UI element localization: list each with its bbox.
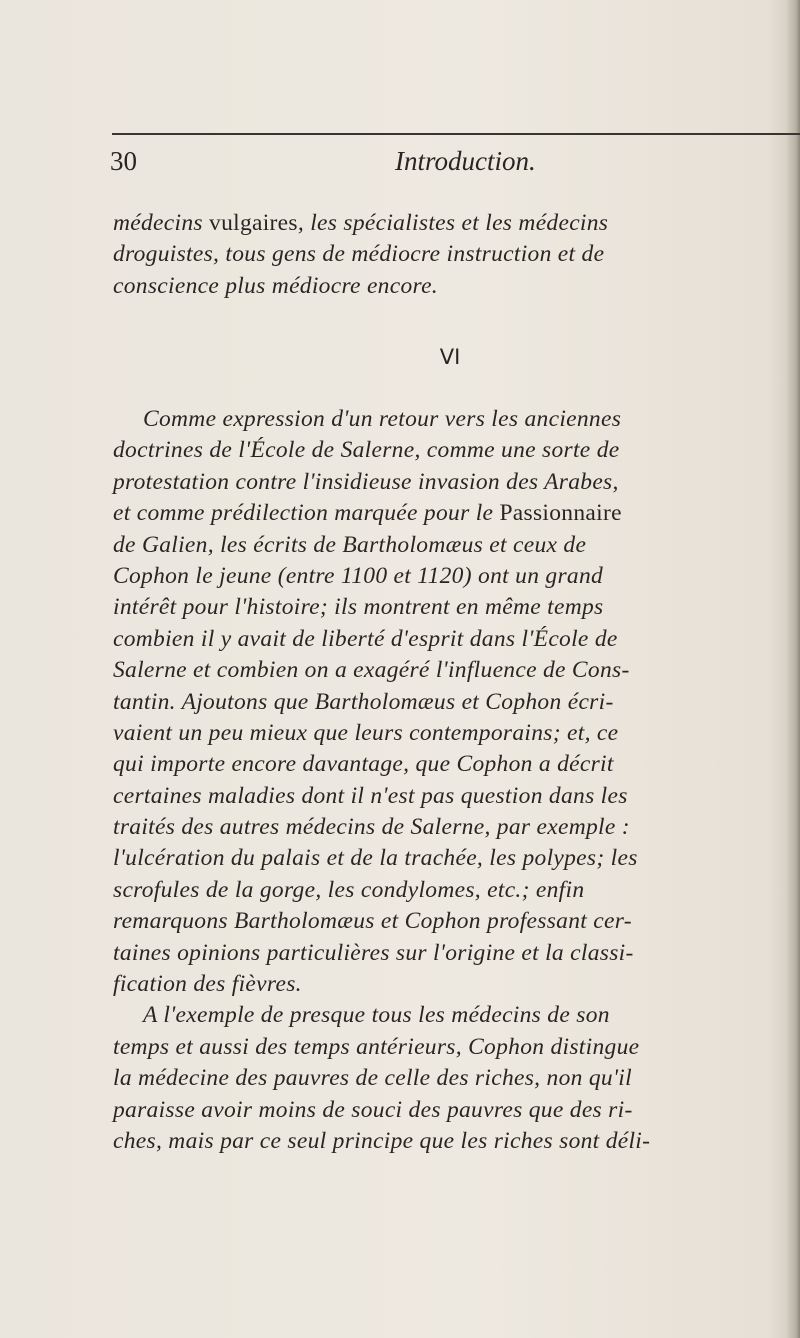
text-line: traités des autres médecins de Salerne, par exemple :: [113, 814, 630, 841]
text-line: doctrines de l'École de Salerne, comme une sorte de: [113, 437, 620, 464]
page-edge-shadow: [786, 0, 800, 1338]
text-line: médecins vulgaires, les spécialistes et les médecins: [113, 210, 609, 236]
text-line: A l'exemple de presque tous les médecins de son: [143, 1002, 610, 1029]
text-line: l'ulcération du palais et de la trachée, les polypes; les: [113, 845, 638, 872]
running-title: Introduction.: [395, 146, 536, 176]
text-line: fication des fièvres.: [113, 971, 302, 998]
section-numeral: VI: [439, 345, 461, 369]
text-line: protestation contre l'insidieuse invasion des Arabes,: [113, 468, 619, 495]
text-line: qui importe encore davantage, que Cophon a décrit: [113, 751, 614, 778]
text-line: Cophon le jeune (entre 1100 et 1120) ont un grand: [113, 562, 604, 589]
text-line: ches, mais par ce seul principe que les riches sont déli-: [113, 1127, 651, 1154]
page-number: 30: [110, 146, 137, 176]
text-line: taines opinions particulières sur l'origine et la classi-: [113, 939, 634, 966]
text-line: la médecine des pauvres de celle des riches, non qu'il: [113, 1065, 632, 1092]
roman-word: Passionnaire: [499, 500, 622, 527]
text-line: combien il y avait de liberté d'esprit dans l'École de: [113, 625, 618, 652]
text-line: conscience plus médiocre encore.: [113, 272, 438, 299]
text-line: paraisse avoir moins de souci des pauvres que des ri-: [113, 1096, 633, 1123]
text-line: tantin. Ajoutons que Bartholomæus et Cophon écri-: [113, 688, 614, 715]
text-line: scrofules de la gorge, les condylomes, etc.; enfin: [113, 876, 585, 903]
header-rule: [112, 133, 800, 135]
text-line: certaines maladies dont il n'est pas question dans les: [113, 782, 628, 809]
text-line: intérêt pour l'histoire; ils montrent en même temps: [113, 594, 604, 621]
text-line: Comme expression d'un retour vers les anciennes: [143, 406, 622, 432]
text-line: droguistes, tous gens de médiocre instruction et de: [113, 241, 605, 268]
text-line: remarquons Bartholomæus et Cophon professant cer-: [113, 908, 632, 935]
text-line: vaient un peu mieux que leurs contemporains; et, ce: [113, 719, 619, 746]
text-line: Salerne et combien on a exagéré l'influence de Cons-: [113, 657, 630, 684]
text-line: et comme prédilection marquée pour le Passionnaire: [113, 500, 622, 527]
paragraph-1: [113, 208, 788, 302]
paragraph-2: [113, 404, 788, 1157]
text-line: temps et aussi des temps antérieurs, Cophon distingue: [113, 1033, 640, 1060]
roman-word: vulgaires: [209, 210, 298, 236]
text-line: de Galien, les écrits de Bartholomæus et ceux de: [113, 531, 587, 558]
